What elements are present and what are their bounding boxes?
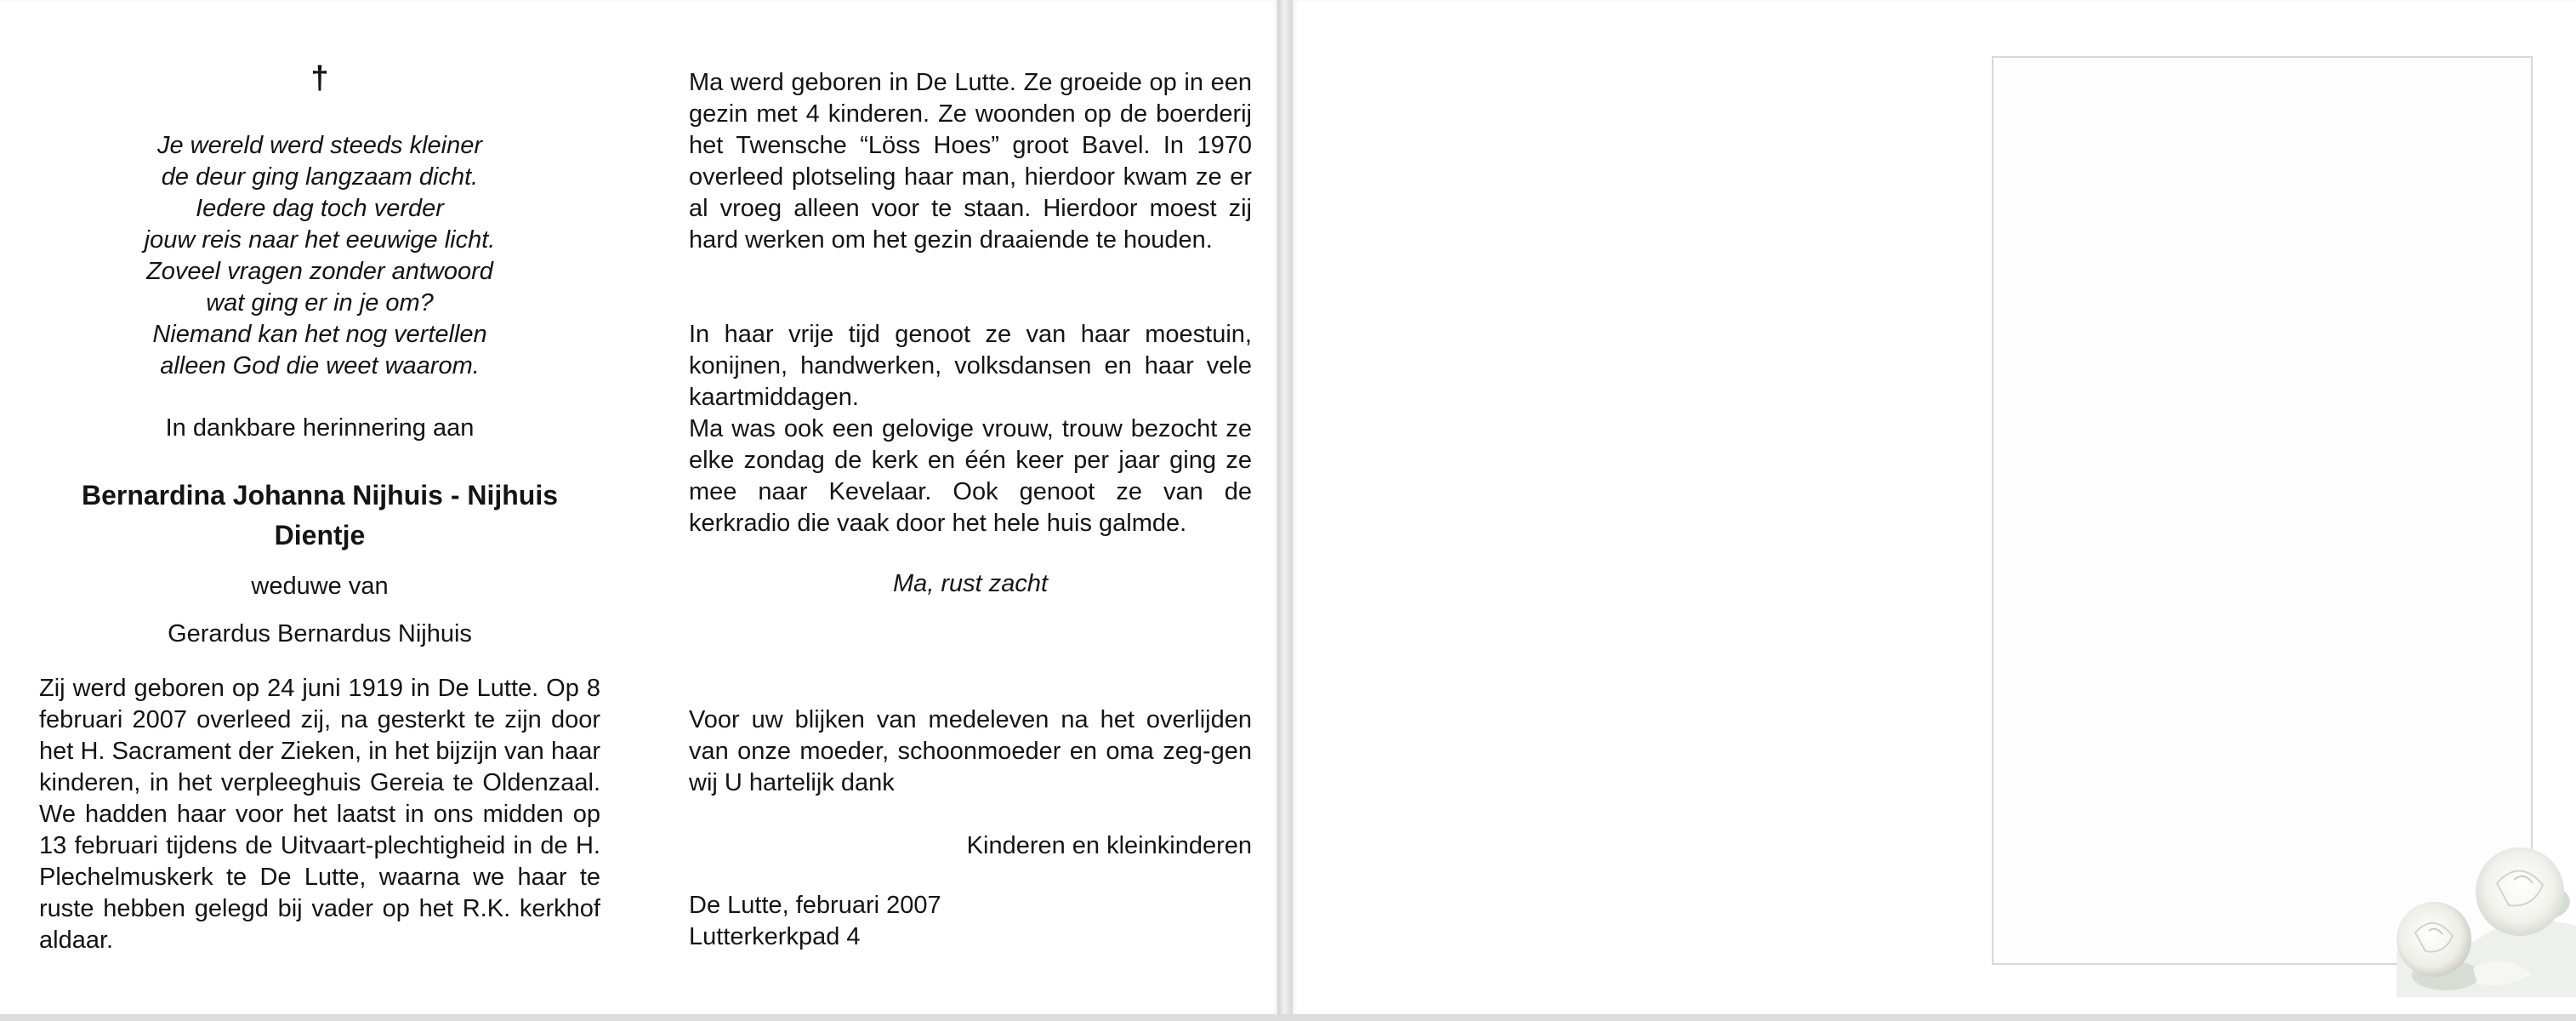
card-bottom-edge bbox=[0, 1014, 2576, 1021]
card-fold bbox=[1277, 0, 1293, 1021]
husband-name: Gerardus Bernardus Nijhuis bbox=[168, 620, 472, 647]
poem-line: Niemand kan het nog vertellen bbox=[152, 321, 487, 348]
faith-paragraph: Ma was ook een gelovige vrouw, trouw bezocht ze elke zondag de kerk en één keer per jaar ging ze mee naar Kevelaar. Ook genoot ze van de kerkradio die vaak door het hele huis galmde. bbox=[689, 415, 1252, 537]
biography-paragraph: Zij werd geboren op 24 juni 1919 in De Lutte. Op 8 februari 2007 overleed zij, na gesterkt te zijn door het H. Sacrament der Zieken, in het bijzijn van haar kinderen, in het verpleeghuis Gereia te Oldenzaal. We hadden haar voor het laatst in ons midden op 13 februari tijdens de Uitvaart-plechtigheid in de H. Plechelmuskerk te De Lutte, waarna we haar te ruste hebben gelegd bij vader op het R.K. kerkhof aldaar. bbox=[39, 675, 600, 954]
poem-line: de deur ging langzaam dicht. bbox=[161, 163, 479, 191]
deceased-nickname: Dientje bbox=[274, 520, 366, 550]
farewell-line: Ma, rust zacht bbox=[892, 570, 1049, 597]
poem-line: Je wereld werd steeds kleiner bbox=[156, 132, 482, 159]
thanks-paragraph: Voor uw blijken van medeleven na het overlijden van onze moeder, schoonmoeder en oma zeg-gen wij U hartelijk dank bbox=[689, 706, 1252, 796]
cross-symbol: † bbox=[310, 60, 329, 96]
poem-line: alleen God die weet waarom. bbox=[160, 352, 480, 379]
poem-line: wat ging er in je om? bbox=[206, 289, 434, 317]
outer-card-page bbox=[1293, 0, 2576, 1014]
poem-line: Iedere dag toch verder bbox=[196, 195, 444, 222]
place-date: De Lutte, februari 2007 bbox=[689, 892, 941, 919]
remembrance-line: In dankbare herinnering aan bbox=[165, 414, 475, 442]
deceased-name: Bernardina Johanna Nijhuis - Nijhuis bbox=[81, 480, 559, 510]
hobbies-paragraph: In haar vrije tijd genoot ze van haar moestuin, konijnen, handwerken, volksdansen en haar vele kaartmiddagen. bbox=[689, 321, 1252, 411]
poem-line: Zoveel vragen zonder antwoord bbox=[146, 258, 493, 285]
life-paragraph: Ma werd geboren in De Lutte. Ze groeide op in een gezin met 4 kinderen. Ze woonden op de boerderij het Twensche “Löss Hoes” groot Bavel. In 1970 overleed plotseling haar man, hierdoor kwam ze er al vroeg alleen voor te staan. Hierdoor moest zij hard werken om het gezin draaiende te houden. bbox=[689, 69, 1252, 254]
signature-line: Kinderen en kleinkinderen bbox=[966, 832, 1252, 859]
poem-line: jouw reis naar het eeuwige licht. bbox=[144, 226, 496, 254]
poem bbox=[39, 130, 600, 382]
white-roses-image bbox=[2397, 824, 2576, 997]
address: Lutterkerkpad 4 bbox=[689, 923, 861, 950]
inner-spread-page bbox=[0, 0, 1277, 1014]
widow-of-label: weduwe van bbox=[251, 573, 389, 600]
